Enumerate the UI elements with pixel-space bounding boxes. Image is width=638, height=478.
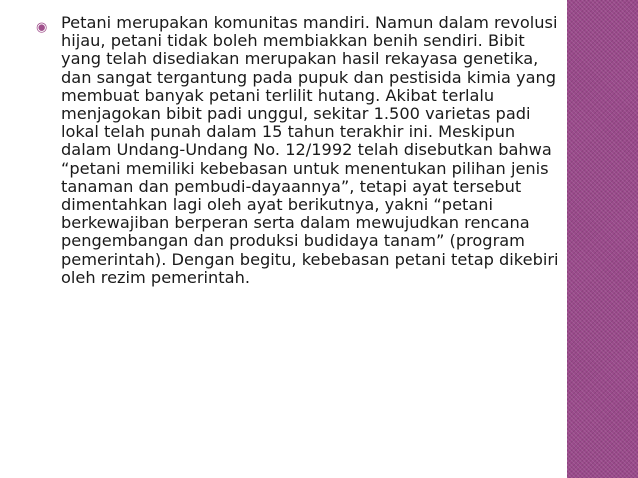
circled-dot-bullet-icon: ◉ <box>36 20 48 35</box>
body-paragraph: Petani merupakan komunitas mandiri. Namun dalam revolusi hijau, petani tidak boleh membiakkan benih sendiri. Bibit yang telah disediakan merupakan hasil rekayasa genetika, dan sangat tergantung pada pupuk dan pestisida kimia yang membuat banyak petani terlilit hutang. Akibat terlalu menjagokan bibit padi unggul, sekitar 1.500 varietas padi lokal telah punah dalam 15 tahun terakhir ini. Meskipun dalam Undang-Undang No. 12/1992 telah disebutkan bahwa “petani memiliki kebebasan untuk menentukan pilihan jenis tanaman dan pembudi-dayaannya”, tetapi ayat tersebut dimentahkan lagi oleh ayat berikutnya, yakni “petani berkewajiban berperan serta dalam mewujudkan rencana pengembangan dan produksi budidaya tanam” (program pemerintah). Dengan begitu, kebebasan petani tetap dikebiri oleh rezim pemerintah. <box>61 13 559 287</box>
decorative-side-band <box>567 0 638 478</box>
bullet-item <box>36 14 566 287</box>
